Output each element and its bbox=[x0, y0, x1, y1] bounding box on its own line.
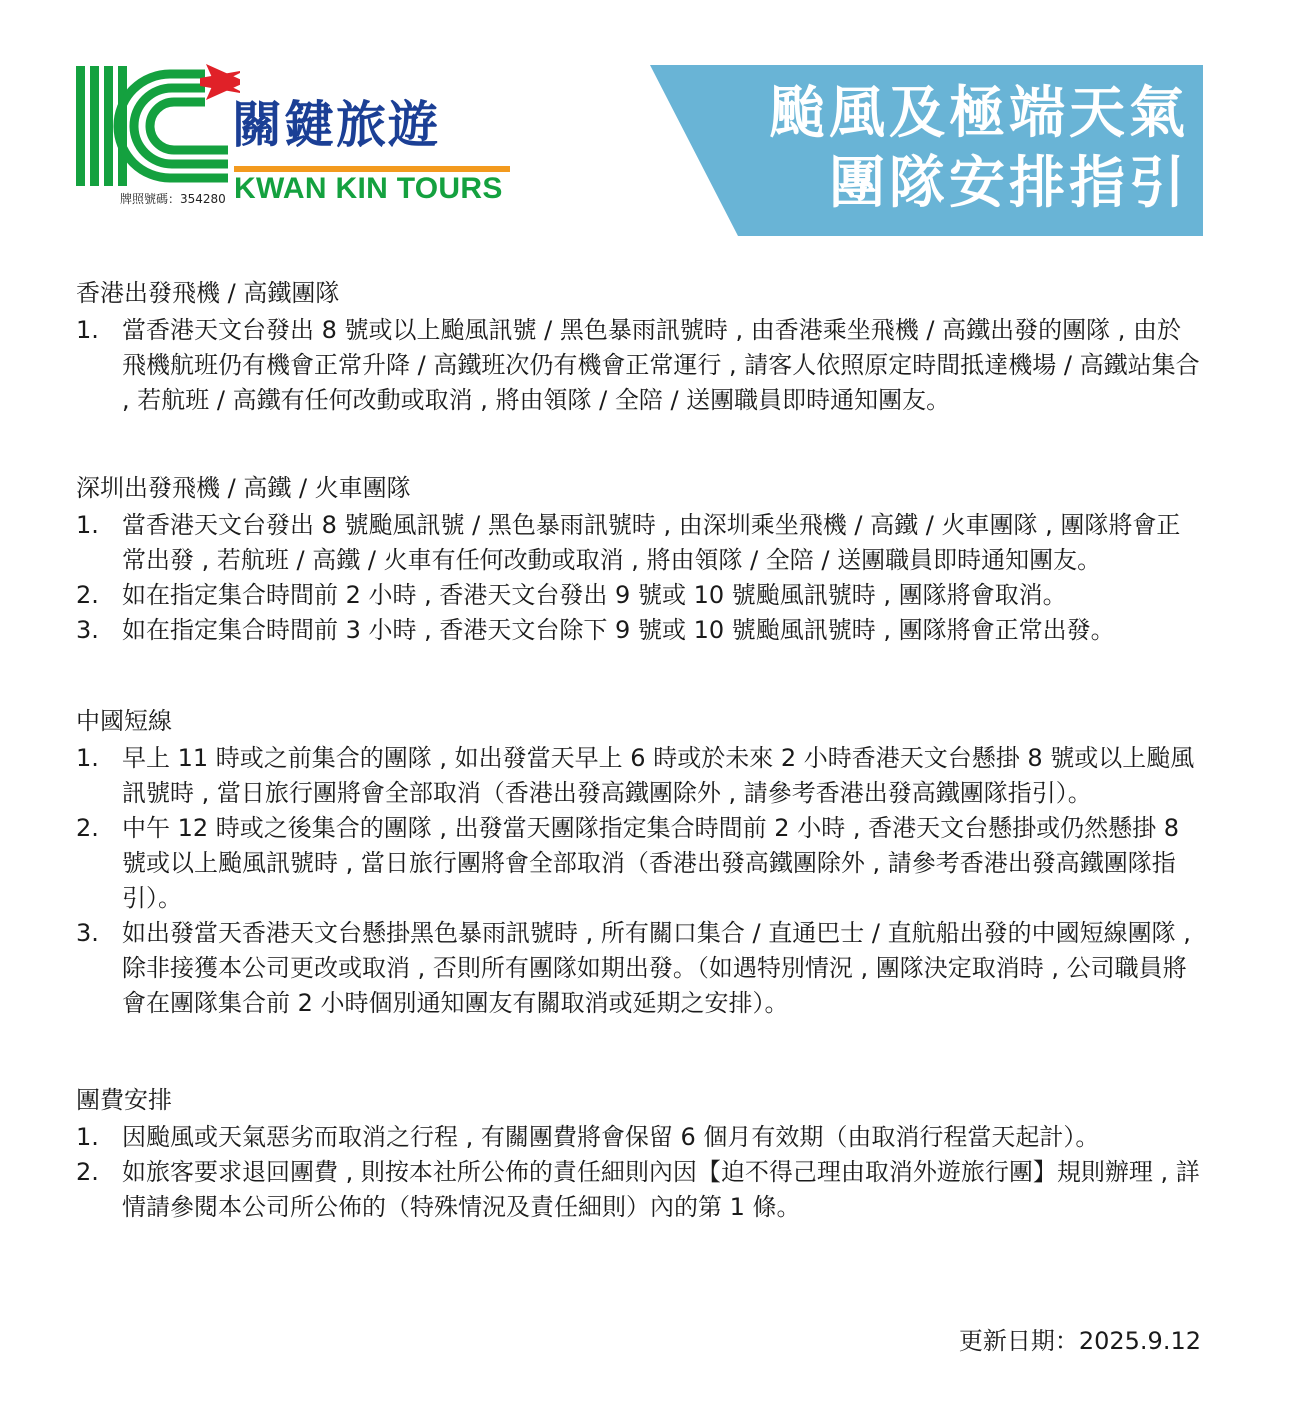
item-number: 1. bbox=[76, 316, 99, 345]
list-item bbox=[76, 508, 1202, 578]
list-item bbox=[76, 1155, 1202, 1225]
list-item bbox=[76, 741, 1202, 811]
item-number: 3. bbox=[76, 919, 99, 948]
company-logo bbox=[0, 0, 560, 240]
item-text: 中午 12 時或之後集合的團隊 , 出發當天團隊指定集合時間前 2 小時 , 香港天文台懸掛或仍然懸掛 8 號或以上颱風訊號時 , 當日旅行團將會全部取消（香港出發高鐵團除外 , 請參考香港出發高鐵團隊指引）。 bbox=[122, 814, 1179, 913]
section-title: 香港出發飛機 / 高鐵團隊 bbox=[76, 279, 340, 307]
item-text: 當香港天文台發出 8 號或以上颱風訊號 / 黑色暴雨訊號時 , 由香港乘坐飛機 / 高鐵出發的團隊 , 由於飛機航班仍有機會正常升降 / 高鐵班次仍有機會正常運行 , 請客人依照原定時間抵達機場 / 高鐵站集合 , 若航班 / 高鐵有任何改動或取消 , 將由領隊 / 全陪 / 送團職員即時通知團友。 bbox=[122, 316, 1200, 415]
kc-logo-icon bbox=[0, 0, 240, 200]
list-item bbox=[76, 916, 1202, 1021]
item-number: 3. bbox=[76, 616, 99, 645]
title-banner bbox=[650, 65, 1203, 236]
item-number: 2. bbox=[76, 814, 99, 843]
item-number: 1. bbox=[76, 1123, 99, 1152]
section-title: 深圳出發飛機 / 高鐵 / 火車團隊 bbox=[76, 474, 411, 502]
brand-name-english: KWAN KIN TOURS bbox=[234, 172, 503, 205]
page-title bbox=[690, 79, 1189, 219]
list-item bbox=[76, 811, 1202, 916]
item-text: 因颱風或天氣惡劣而取消之行程 , 有關團費將會保留 6 個月有效期（由取消行程當天起計）。 bbox=[122, 1123, 1100, 1152]
list-item bbox=[76, 613, 1202, 648]
page-title-line-2: 團隊安排指引 bbox=[829, 151, 1189, 216]
item-text: 早上 11 時或之前集合的團隊 , 如出發當天早上 6 時或於未來 2 小時香港天文台懸掛 8 號或以上颱風訊號時 , 當日旅行團將會全部取消（香港出發高鐵團除外 , 請參考香港出發高鐵團隊指引）。 bbox=[122, 744, 1195, 808]
section-china-short-trips bbox=[76, 706, 1202, 1021]
item-number: 2. bbox=[76, 1158, 99, 1187]
item-text: 如在指定集合時間前 2 小時 , 香港天文台發出 9 號或 10 號颱風訊號時 , 團隊將會取消。 bbox=[122, 581, 1067, 610]
item-text: 如旅客要求退回團費 , 則按本社所公佈的責任細則內因【迫不得己理由取消外遊旅行團】規則辦理 , 詳情請參閱本公司所公佈的（特殊情況及責任細則）內的第 1 條。 bbox=[122, 1158, 1200, 1222]
item-number: 2. bbox=[76, 581, 99, 610]
page-title-line-1: 颱風及極端天氣 bbox=[769, 81, 1189, 146]
item-text: 如在指定集合時間前 3 小時 , 香港天文台除下 9 號或 10 號颱風訊號時 , 團隊將會正常出發。 bbox=[122, 616, 1115, 645]
section-tour-fee bbox=[76, 1085, 1202, 1225]
license-number: 牌照號碼：354280 bbox=[120, 192, 226, 206]
brand-name-chinese: 關鍵旅遊 bbox=[232, 95, 440, 154]
section-title: 中國短線 bbox=[76, 707, 172, 735]
section-sz-departure bbox=[76, 473, 1202, 648]
item-text: 當香港天文台發出 8 號颱風訊號 / 黑色暴雨訊號時 , 由深圳乘坐飛機 / 高鐵 / 火車團隊 , 團隊將會正常出發 , 若航班 / 高鐵 / 火車有任何改動或取消 , 將由領隊 / 全陪 / 送團職員即時通知團友。 bbox=[122, 511, 1181, 575]
item-text: 如出發當天香港天文台懸掛黑色暴雨訊號時 , 所有關口集合 / 直通巴士 / 直航船出發的中國短線團隊 , 除非接獲本公司更改或取消 , 否則所有團隊如期出發。（如遇特別情況 , 團隊決定取消時 , 公司職員將會在團隊集合前 2 小時個別通知團友有關取消或延期之安排）。 bbox=[122, 919, 1191, 1018]
updated-date: 更新日期：2025.9.12 bbox=[958, 1327, 1201, 1355]
item-number: 1. bbox=[76, 511, 99, 540]
list-item bbox=[76, 313, 1202, 418]
item-number: 1. bbox=[76, 744, 99, 773]
list-item bbox=[76, 1120, 1202, 1155]
section-title: 團費安排 bbox=[76, 1086, 172, 1114]
list-item bbox=[76, 578, 1202, 613]
section-hk-departure bbox=[76, 278, 1202, 418]
